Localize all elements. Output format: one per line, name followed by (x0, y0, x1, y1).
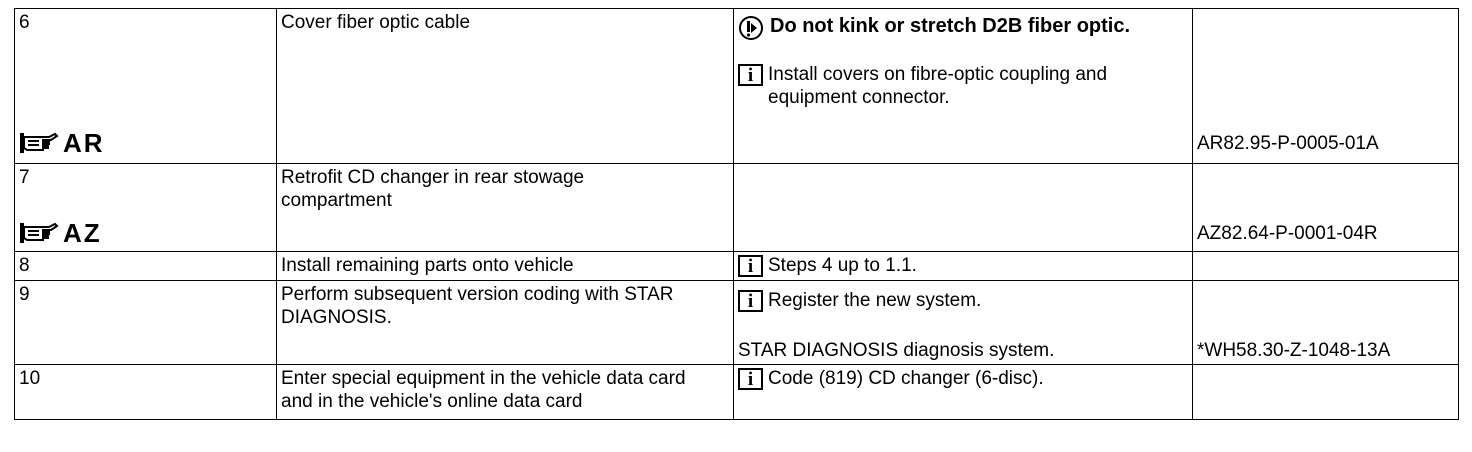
step-cell (15, 281, 277, 365)
reference-mark[interactable] (19, 217, 102, 248)
note-cell (734, 252, 1193, 281)
pointing-hand-icon (19, 221, 59, 245)
reference-cell (1193, 252, 1459, 281)
note-line (738, 287, 1188, 312)
info-icon: i (738, 255, 763, 277)
warning-text: Do not kink or stretch D2B fiber optic. (770, 15, 1131, 37)
pointing-hand-icon (19, 131, 59, 155)
action-text: Cover fiber optic cable (281, 12, 471, 33)
info-icon: i (738, 64, 763, 86)
step-cell (15, 365, 277, 420)
reference-cell (1193, 281, 1459, 365)
table-row (15, 9, 1459, 164)
note-text: Steps 4 up to 1.1. (768, 255, 917, 276)
note-cell (734, 164, 1193, 252)
note-text: Code (819) CD changer (6-disc). (768, 368, 1044, 389)
document-reference-link[interactable]: AZ82.64-P-0001-04R (1197, 223, 1378, 244)
step-number: 8 (19, 255, 30, 276)
step-number: 6 (19, 12, 30, 33)
info-icon: i (738, 368, 763, 390)
step-number: 9 (19, 284, 30, 305)
procedure-table (14, 8, 1459, 420)
reference-cell (1193, 365, 1459, 420)
reference-mark[interactable] (19, 127, 105, 158)
table-row (15, 365, 1459, 420)
step-number: 10 (19, 368, 41, 389)
note-line (738, 252, 1188, 277)
note-cell (734, 281, 1193, 365)
step-cell (15, 9, 277, 164)
table-row (15, 281, 1459, 365)
step-cell (15, 252, 277, 281)
document-reference-link[interactable]: *WH58.30-Z-1048-13A (1197, 340, 1391, 361)
note-cell (734, 9, 1193, 164)
reference-mark-label: AR (63, 127, 105, 158)
step-number: 7 (19, 167, 30, 188)
action-cell (277, 252, 734, 281)
reference-cell (1193, 164, 1459, 252)
action-cell (277, 9, 734, 164)
reference-mark-label: AZ (63, 217, 102, 248)
table-row (15, 164, 1459, 252)
action-cell (277, 281, 734, 365)
warning-icon (738, 15, 764, 41)
action-cell (277, 365, 734, 420)
document-reference-link[interactable]: AR82.95-P-0005-01A (1197, 133, 1379, 154)
reference-cell (1193, 9, 1459, 164)
diagnosis-system-text: STAR DIAGNOSIS diagnosis system. (738, 340, 1055, 361)
warning-line (738, 13, 1188, 41)
action-text: Install remaining parts onto vehicle (281, 255, 574, 276)
info-icon: i (738, 290, 763, 312)
note-text: Install covers on fibre-optic coupling and equipment connector. (768, 64, 1108, 108)
note-cell (734, 365, 1193, 420)
action-text: Perform subsequent version coding with STAR DIAGNOSIS. (281, 284, 674, 328)
step-cell (15, 164, 277, 252)
note-line (738, 365, 1188, 390)
action-text: Retrofit CD changer in rear stowage compartment (281, 167, 585, 211)
note-line (738, 63, 1188, 109)
action-cell (277, 164, 734, 252)
note-text: Register the new system. (768, 290, 982, 311)
action-text: Enter special equipment in the vehicle data card and in the vehicle's online data card (281, 368, 686, 412)
table-row (15, 252, 1459, 281)
